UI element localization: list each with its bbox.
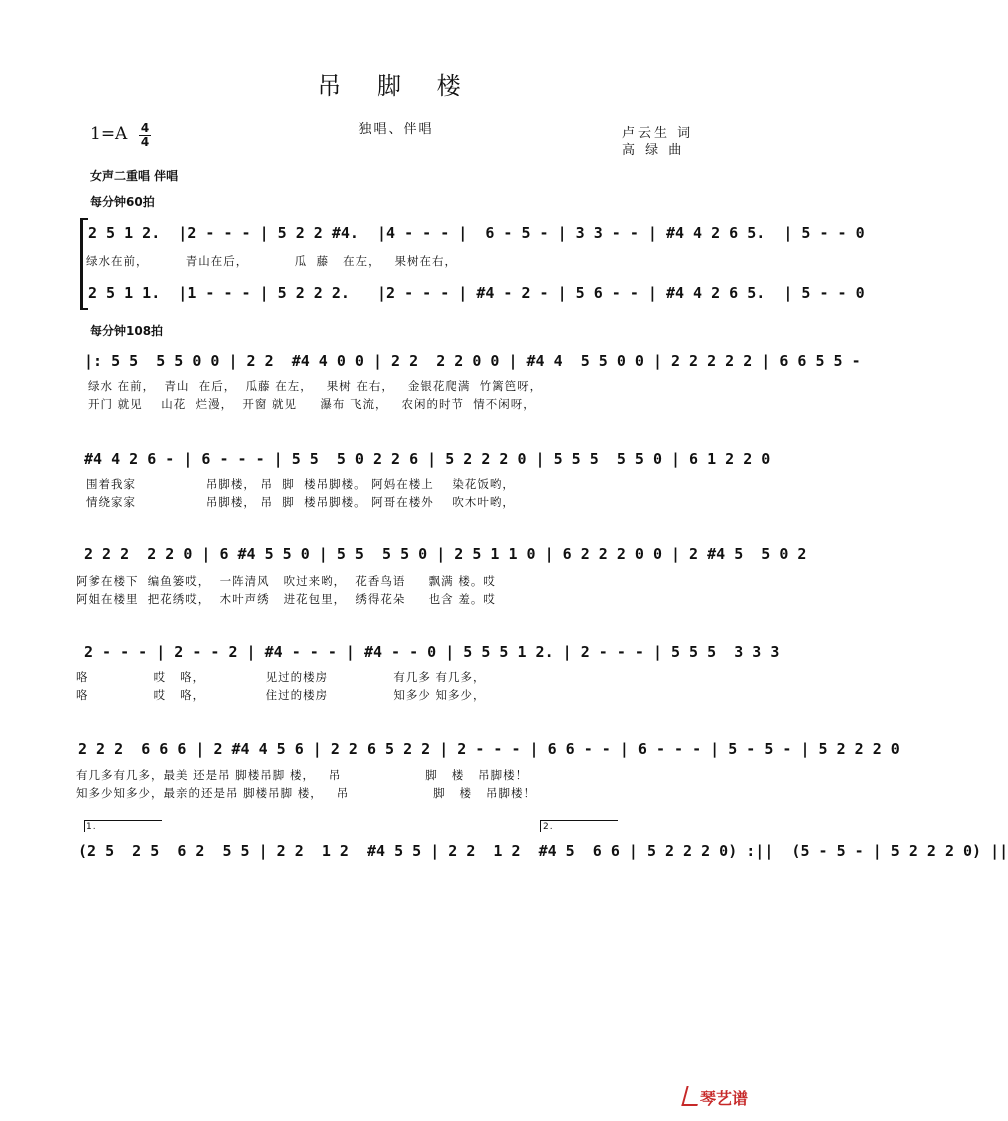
system-bracket <box>80 218 83 310</box>
intro-voice1: 2 5 1 2. |2 - - - | 5 2 2 #4. |4 - - - | 6 - 5 - | 3 3 - - | #4 4 2 6 5. | 5 - - 0 <box>88 224 865 242</box>
lyric-line-2-verse-2: 情绕家家 吊脚楼， 吊 脚 楼吊脚楼。 阿哥在楼外 吹木叶哟， <box>86 495 515 509</box>
lyric-line-5-verse-1: 有几多有几多，最美 还是吊 脚楼吊脚 楼， 吊 脚 楼 吊脚楼！ <box>76 768 529 782</box>
lyric-line-1-verse-1: 绿水 在前， 青山 在后， 瓜藤 在左， 果树 在右， 金银花爬满 竹篱笆呀， <box>88 379 543 393</box>
watermark: 琴艺谱 <box>700 1089 749 1108</box>
intro-lyric: 绿水在前， 青山在后， 瓜 藤 在左， 果树在右， <box>86 254 458 268</box>
voices-label: 女声二重唱 伴唱 <box>90 169 179 183</box>
performance-note: 独唱、伴唱 <box>358 122 434 137</box>
key-signature: 1=A <box>90 124 128 144</box>
music-line-3: 2 2 2 2 2 0 | 6 #4 5 5 0 | 5 5 5 5 0 | 2 5 1 1 0 | 6 2 2 2 0 0 | 2 #4 5 5 0 2 <box>84 545 807 563</box>
time-signature <box>138 122 152 149</box>
volta-label-1: 1. <box>86 822 97 832</box>
time-signature-bottom: 4 <box>140 135 150 149</box>
lyric-line-2-verse-1: 围着我家 吊脚楼， 吊 脚 楼吊脚楼。 阿妈在楼上 染花饭哟， <box>86 477 515 491</box>
music-line-2: #4 4 2 6 - | 6 - - - | 5 5 5 0 2 2 6 | 5 2 2 2 0 | 5 5 5 5 5 0 | 6 1 2 2 0 <box>84 450 771 468</box>
intro-voice2: 2 5 1 1. |1 - - - | 5 2 2 2. |2 - - - | #4 - 2 - | 5 6 - - | #4 4 2 6 5. | 5 - - 0 <box>88 284 865 302</box>
lyric-line-5-verse-2: 知多少知多少，最亲的还是吊 脚楼吊脚 楼， 吊 脚 楼 吊脚楼！ <box>76 786 537 800</box>
lyric-line-3-verse-1: 阿爹在楼下 编鱼篓哎， 一阵清风 吹过来哟， 花香鸟语 飘满 楼。哎 <box>76 574 496 588</box>
music-line-5: 2 2 2 6 6 6 | 2 #4 4 5 6 | 2 2 6 5 2 2 | 2 - - - | 6 6 - - | 6 - - - | 5 - 5 - | 5 2 2 2 0 <box>78 740 900 758</box>
music-line-1: |: 5 5 5 5 0 0 | 2 2 #4 4 0 0 | 2 2 2 2 0 0 | #4 4 5 5 0 0 | 2 2 2 2 2 | 6 6 5 5 - <box>84 352 861 370</box>
lyric-line-3-verse-2: 阿姐在楼里 把花绣哎， 木叶声绣 进花包里， 绣得花朵 也含 羞。哎 <box>76 592 496 606</box>
volta-bracket-1 <box>84 820 162 821</box>
composer-credit: 高 绿 曲 <box>622 143 685 158</box>
lyricist-credit: 卢云生 词 <box>622 126 694 141</box>
lyric-line-1-verse-2: 开门 就见 山花 烂漫， 开窗 就见 瀑布 飞流， 农闲的时节 情不闲呀， <box>88 397 536 411</box>
tempo-label-108: 每分钟108拍 <box>90 324 164 338</box>
page-title: 吊 脚 楼 <box>317 72 475 100</box>
time-signature-top: 4 <box>140 121 150 135</box>
lyric-line-4-verse-1: 咯 哎 咯， 见过的楼房 有几多 有几多， <box>76 670 486 684</box>
tempo-label-60: 每分钟60拍 <box>90 195 155 209</box>
volta-bracket-2 <box>540 820 618 821</box>
music-line-4: 2 - - - | 2 - - 2 | #4 - - - | #4 - - 0 | 5 5 5 1 2. | 2 - - - | 5 5 5 3 3 3 <box>84 643 780 661</box>
lyric-line-4-verse-2: 咯 哎 咯， 住过的楼房 知多少 知多少， <box>76 688 486 702</box>
volta-label-2: 2. <box>543 822 554 832</box>
music-line-6: (2 5 2 5 6 2 5 5 | 2 2 1 2 #4 5 5 | 2 2 1 2 #4 5 6 6 | 5 2 2 2 0) :|| (5 - 5 - | 5 2 2 2 0) || <box>78 842 1008 860</box>
